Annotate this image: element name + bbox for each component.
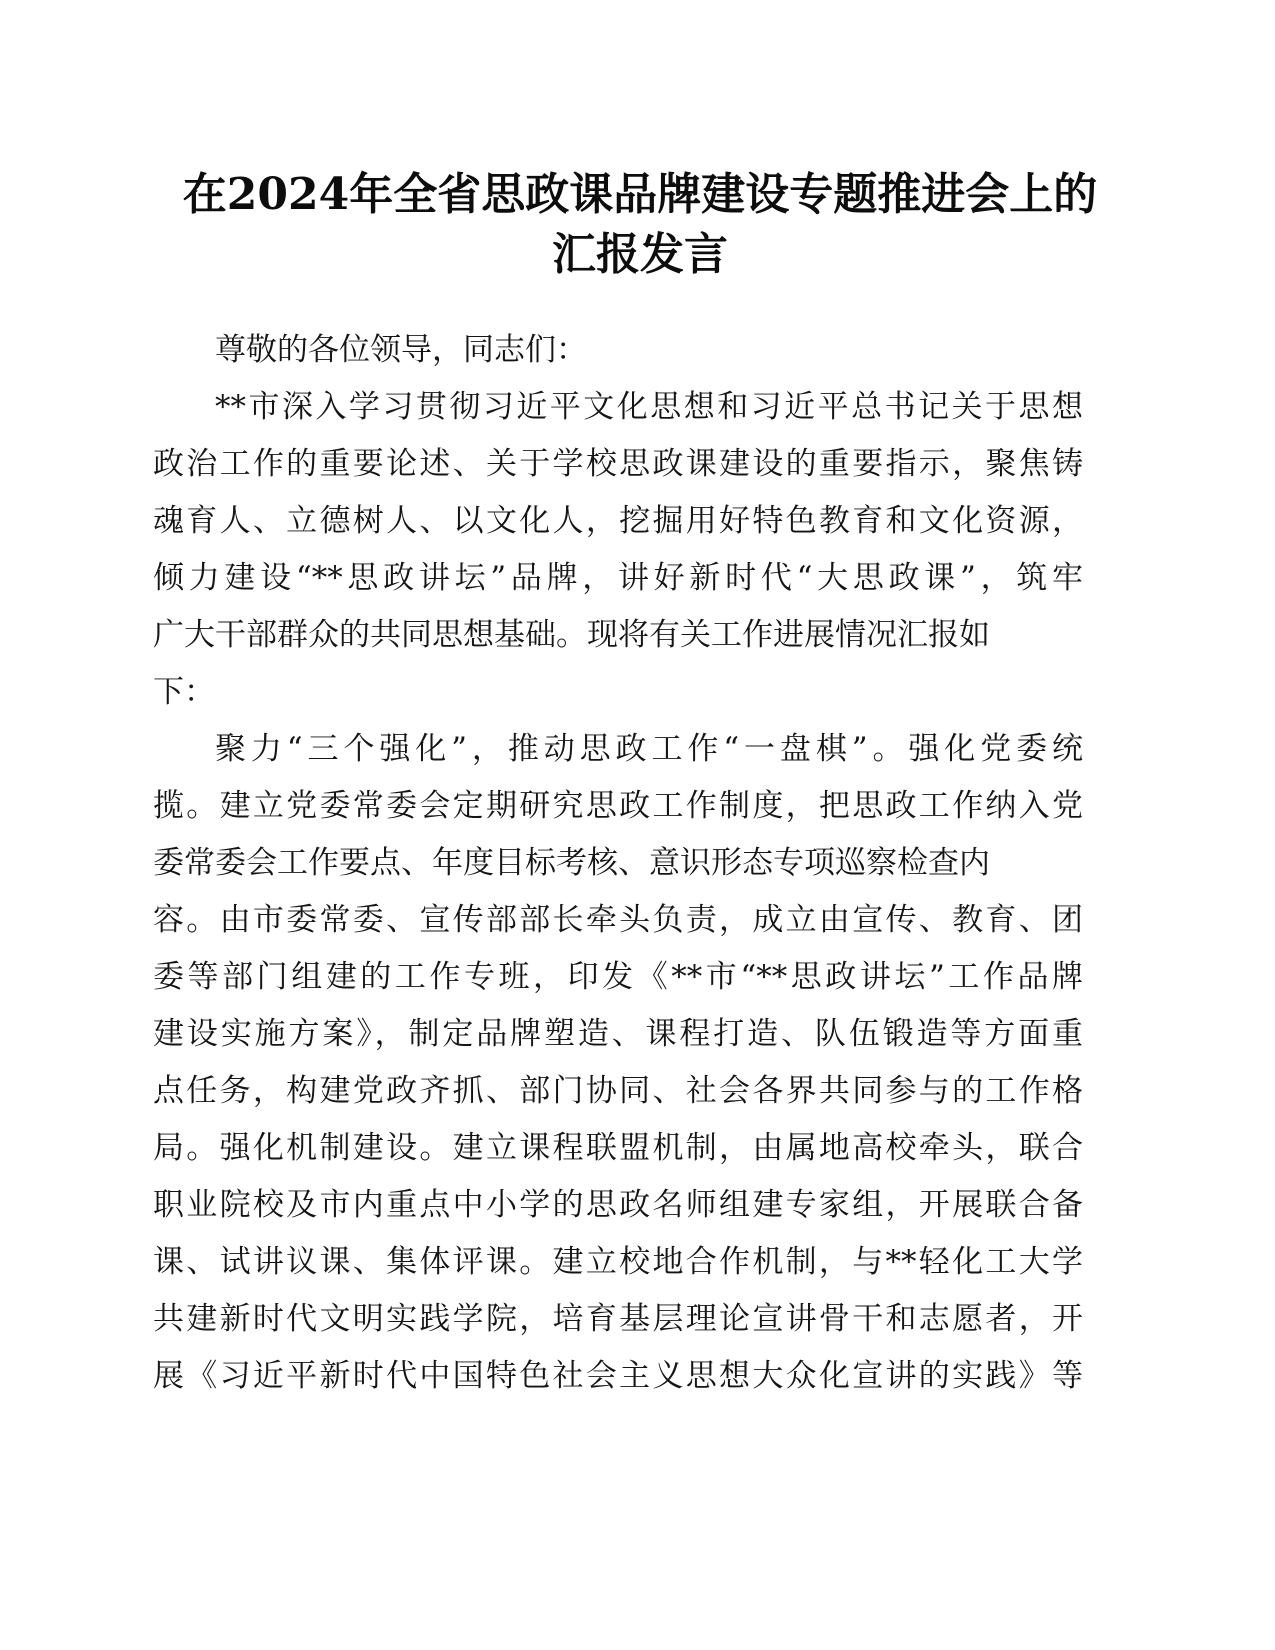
- paragraph-line: 下：: [153, 674, 215, 710]
- title-line-2: 汇报发言: [552, 229, 728, 280]
- paragraph-line: 政治工作的重要论述、关于学校思政课建设的重要指示，聚焦铸: [153, 446, 1083, 482]
- document-body: [153, 322, 1083, 1405]
- paragraph-line: 课、试讲议课、集体评课。建立校地合作机制，与**轻化工大学: [153, 1244, 1083, 1280]
- paragraph-line: 聚力“三个强化”，推动思政工作“一盘棋”。强化党委统: [215, 731, 1083, 767]
- paragraph-line: 魂育人、立德树人、以文化人，挖掘用好特色教育和文化资源，: [153, 503, 1083, 539]
- paragraph-line: 揽。建立党委常委会定期研究思政工作制度，把思政工作纳入党: [153, 788, 1083, 824]
- paragraph-line: 委等部门组建的工作专班，印发《**市“**思政讲坛”工作品牌: [153, 959, 1083, 995]
- paragraph-line: 职业院校及市内重点中小学的思政名师组建专家组，开展联合备: [153, 1187, 1083, 1223]
- paragraph-line: 建设实施方案》，制定品牌塑造、课程打造、队伍锻造等方面重: [153, 1016, 1083, 1052]
- paragraph-line: 展《习近平新时代中国特色社会主义思想大众化宣讲的实践》等: [153, 1358, 1083, 1394]
- paragraph-2: [153, 721, 1083, 1405]
- salutation: 尊敬的各位领导，同志们：: [215, 332, 587, 368]
- paragraph-line: **市深入学习贯彻习近平文化思想和习近平总书记关于思想: [215, 389, 1083, 425]
- paragraph-line: 倾力建设“**思政讲坛”品牌，讲好新时代“大思政课”，筑牢: [153, 560, 1083, 596]
- paragraph-line: 委常委会工作要点、年度目标考核、意识形态专项巡察检查内: [153, 845, 990, 881]
- paragraph-line: 局。强化机制建设。建立课程联盟机制，由属地高校牵头，联合: [153, 1130, 1083, 1166]
- paragraph-1: [153, 379, 1083, 721]
- document-title: [140, 165, 1140, 285]
- paragraph-line: 广大干部群众的共同思想基础。现将有关工作进展情况汇报如: [153, 617, 990, 653]
- paragraph-line: 点任务，构建党政齐抓、部门协同、社会各界共同参与的工作格: [153, 1073, 1083, 1109]
- paragraph-line: 共建新时代文明实践学院，培育基层理论宣讲骨干和志愿者，开: [153, 1301, 1083, 1337]
- title-line-1: 在2024年全省思政课品牌建设专题推进会上的: [182, 169, 1098, 220]
- paragraph-line: 容。由市委常委、宣传部部长牵头负责，成立由宣传、教育、团: [153, 902, 1083, 938]
